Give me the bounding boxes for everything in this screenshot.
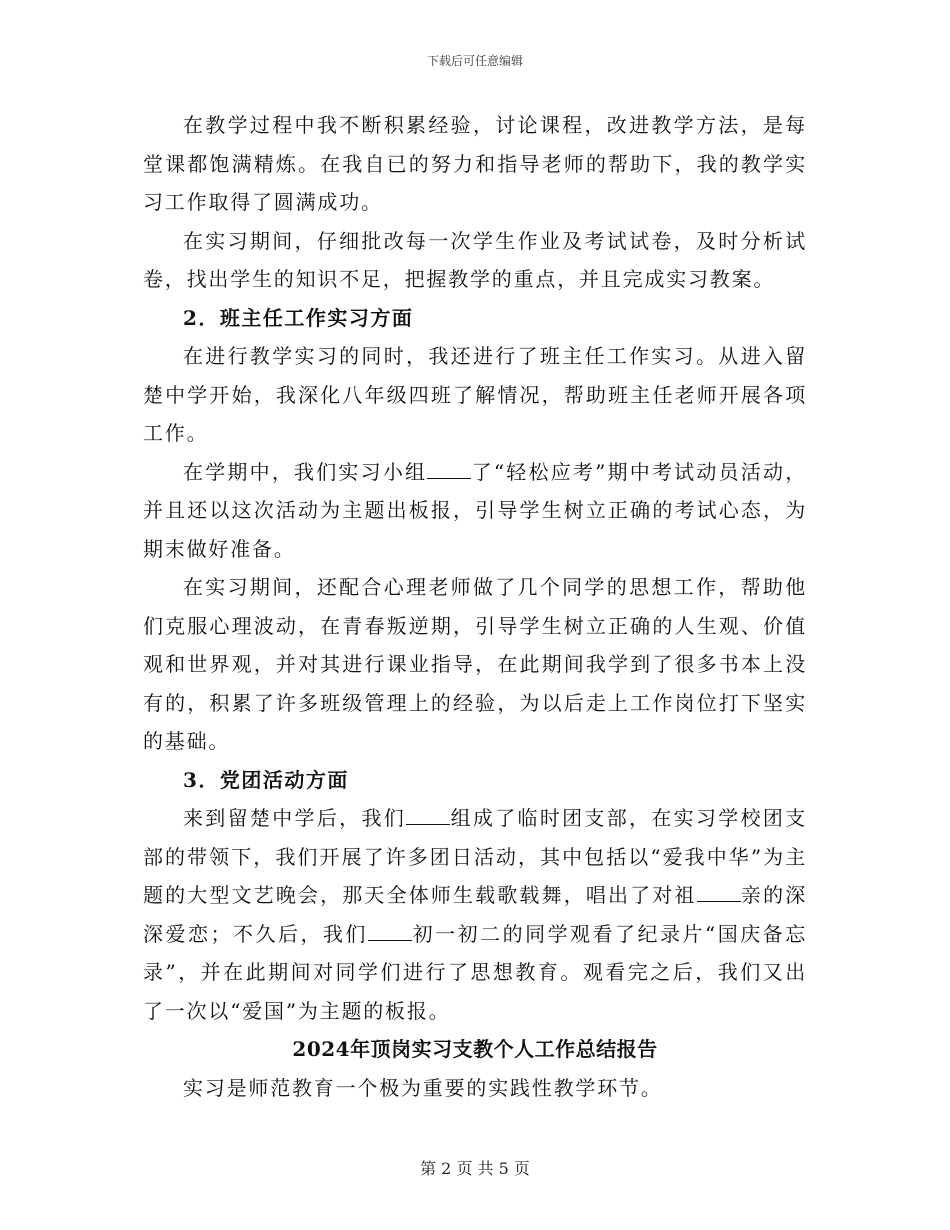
page-number: 第 2 页 共 5 页 <box>420 1159 530 1178</box>
blank-underline <box>406 806 450 825</box>
report-title: 2024年顶岗实习支教个人工作总结报告 <box>292 1037 658 1061</box>
heading-party-activities: 3．党团活动方面 <box>183 767 349 792</box>
blank-underline <box>697 883 741 902</box>
text-segment: 亲的深深爱恋；不久后，我们 <box>143 883 808 946</box>
paragraph-internship-intro: 实习是师范教育一个极为重要的实践性教学环节。 <box>183 1075 663 1100</box>
text-segment: 来到留楚中学后，我们 <box>183 806 407 830</box>
document-body <box>143 106 807 1107</box>
text-segment: 在学期中，我们实习小组 <box>183 459 428 484</box>
blank-underline <box>368 922 412 941</box>
paragraph-exam-activity <box>143 453 807 569</box>
text-segment: 了“轻松应考”期中考试动员活动，并且还以这次活动为主题出板报，引导学生树立正确的考试心态，为期末做好准备。 <box>143 459 807 561</box>
page-header-note: 下载后可任意编辑 <box>426 54 523 68</box>
text-segment: 初一初二的同学观看了纪录片“国庆备忘录”，并在此期间对同学们进行了思想教育。观看完之后，我们又出了一次以“爱国”为主题的板报。 <box>143 921 808 1023</box>
paragraph-league-activities <box>143 799 807 1030</box>
paragraph-grading: 在实习期间，仔细批改每一次学生作业及考试试卷，及时分析试卷，找出学生的知识不足，把握教学的重点，并且完成实习教案。 <box>143 228 807 291</box>
paragraph-class-teacher-intro: 在进行教学实习的同时，我还进行了班主任工作实习。从进入留楚中学开始，我深化八年级四班了解情况，帮助班主任老师开展各项工作。 <box>143 344 807 445</box>
text-segment: 组成了临时团支部，在实习学校团支部的带领下，我们开展了许多团日活动，其中包括以“爱我中华”为主题的大型文艺晚会，那天全体师生载歌载舞，唱出了对祖 <box>143 806 807 907</box>
paragraph-psychology-work: 在实习期间，还配合心理老师做了几个同学的思想工作，帮助他们克服心理波动，在青春叛逆期，引导学生树立正确的人生观、价值观和世界观，并对其进行课业指导，在此期间我学到了很多书本上没有的，积累了许多班级管理上的经验，为以后走上工作岗位打下坚实的基础。 <box>143 575 807 753</box>
blank-underline <box>427 460 471 479</box>
paragraph-teaching-experience: 在教学过程中我不断积累经验，讨论课程，改进教学方法，是每堂课都饱满精炼。在我自已的努力和指导老师的帮助下，我的教学实习工作取得了圆满成功。 <box>143 113 807 214</box>
heading-class-teacher: 2．班主任工作实习方面 <box>183 305 414 330</box>
